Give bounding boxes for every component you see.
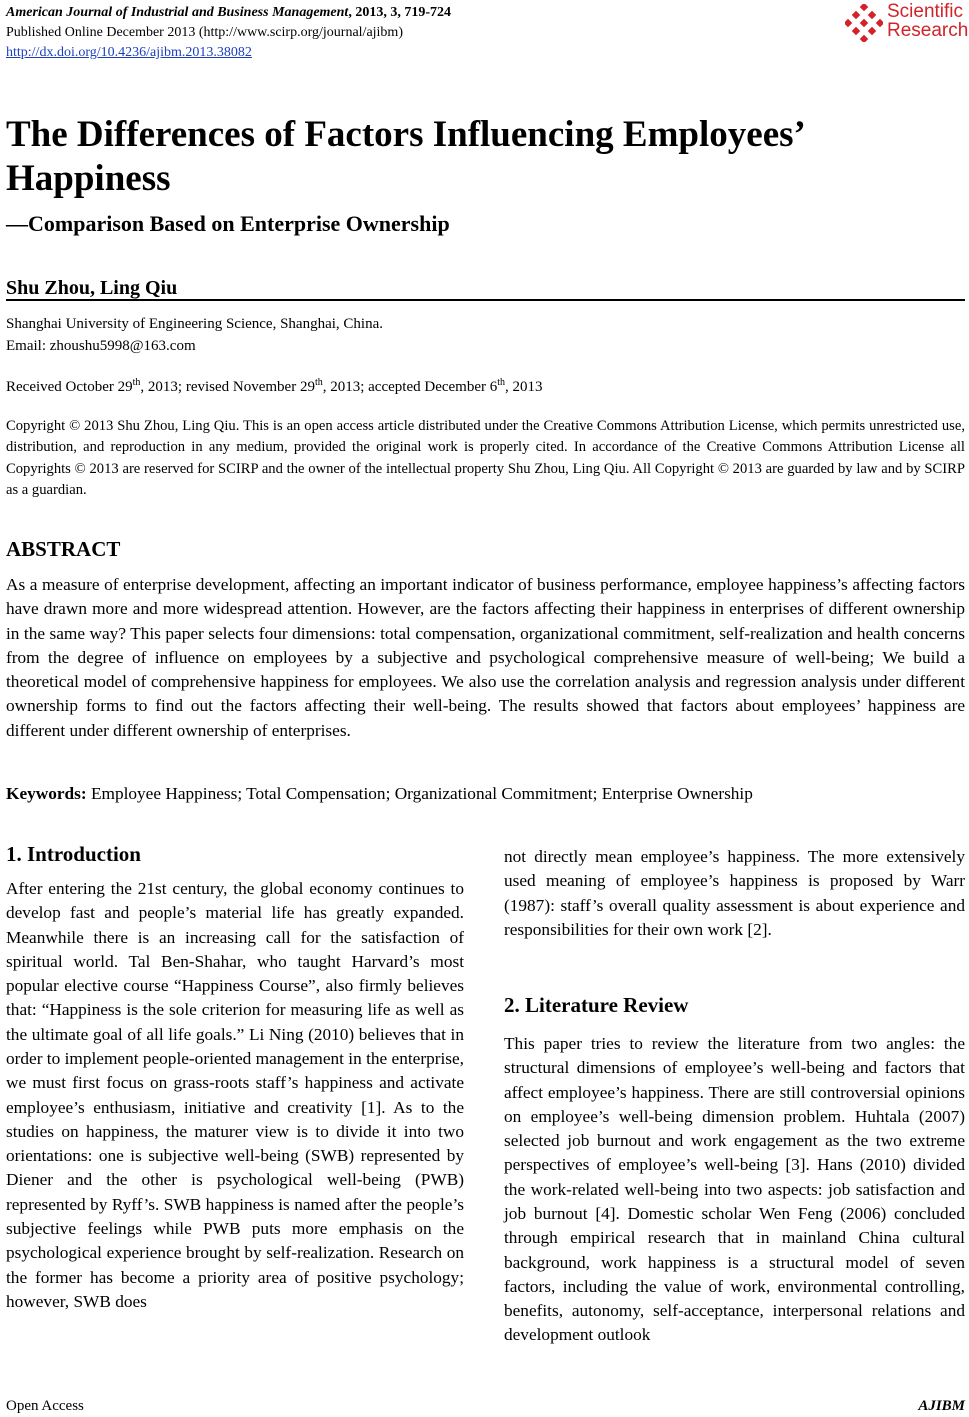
copyright-notice: Copyright © 2013 Shu Zhou, Ling Qiu. This is an open access article distributed under the Creative Commons Attribution License, which permits unrestricted use, distribution, and reproduction in any medium, provided the original work is properly cited. In accordance of the Creative Commons Attribution License all Copyrights © 2013 are reserved for SCIRP and the owner of the intellectual property Shu Zhou, Ling Qiu. All Copyright © 2013 are guarded by law and by SCIRP as a guardian.	[6, 418, 965, 498]
journal-citation	[6, 3, 451, 23]
doi-link[interactable]: http://dx.doi.org/10.4236/ajibm.2013.38082	[6, 45, 252, 60]
scirp-logo-mark-icon	[845, 4, 883, 42]
journal-name: American Journal of Industrial and Business Management	[6, 5, 349, 20]
paper-subtitle: —Comparison Based on Enterprise Ownership	[6, 211, 450, 236]
scirp-logo	[845, 1, 969, 44]
author-list: Shu Zhou, Ling Qiu	[6, 277, 178, 299]
keywords	[6, 782, 753, 806]
header-divider	[6, 299, 965, 301]
logo-text-scientific: Scientific	[887, 1, 964, 22]
introduction-text: After entering the 21st century, the global economy continues to develop fast and people’s material life has greatly expanded. Meanwhile there is an increasing call for the satisfaction of spiritual world. Tal Ben-Shahar, who taught Harvard’s most popular elective course “Happiness Course”, also firmly believes that: “Happiness is the sole criterion for measuring life as well as the ultimate goal of all life goals.” Li Ning (2010) believes that in order to implement people-oriented management in the enterprise, we must first focus on grass-roots staff’s happiness and activate employee’s enthusiasm, initiative and creativity [1]. As to the studies on happiness, the maturer view is to divide it into two orientations: one is subjective well-being (SWB) represented by Diener and the other is psychological well-being (PWB) represented by Ryff’s. SWB happiness is named after the people’s subjective feelings while PWB puts more emphasis on the psychological experience brought by self-realization. Research on the former has become a priority area of positive psychology; however, SWB does	[6, 879, 464, 1311]
abstract-heading: ABSTRACT	[6, 537, 121, 561]
page-footer	[6, 1397, 965, 1415]
journal-volume: , 2013, 3, 719-724	[348, 5, 451, 20]
logo-text-research: Research	[887, 20, 969, 41]
affiliation-block	[6, 313, 383, 357]
introduction-text-continued: not directly mean employee’s happiness. The more extensively used meaning of employee’s happiness is proposed by Warr (1987): staff’s overall quality assessment is about experience and responsibilities for their own work [2].	[504, 847, 965, 939]
affiliation: Shanghai University of Engineering Science, Shanghai, China.	[6, 316, 383, 332]
footer-journal-abbrev: AJIBM	[918, 1398, 965, 1414]
received-dates: Received October 29th, 2013; revised November 29th, 2013; accepted December 6th, 2013	[6, 377, 543, 395]
abstract-text: As a measure of enterprise development, affecting an important indicator of business performance, employee happiness’s affecting factors have drawn more and more widespread attention. However, are the factors affecting their happiness in enterprises of different ownership in the same way? This paper selects four dimensions: total compensation, organizational commitment, self-realization and health concerns from the degree of influence on employees by a subjective and psychological comprehensive measure of well-being; We build a theoretical model of comprehensive happiness for employees. We also use the correlation analysis and regression analysis under different ownership forms to find out the factors affecting their well-being. The results showed that factors about employees’ happiness are different under different ownership of enterprises.	[6, 575, 965, 740]
keywords-label: Keywords:	[6, 784, 87, 803]
journal-header	[6, 3, 451, 63]
section-heading-literature-review: 2. Literature Review	[504, 993, 689, 1017]
section-heading-introduction: 1. Introduction	[6, 842, 141, 866]
paper-title: The Differences of Factors Influencing Employees’ Happiness	[6, 114, 804, 199]
literature-review-text: This paper tries to review the literature from two angles: the structural dimensions of employee’s well-being and factors that affect employee’s happiness. There are still controversial opinions on employee’s well-being dimension problem. Huhtala (2007) selected job burnout and work engagement as the two extreme perspectives of employee’s well-being [3]. Hans (2010) divided the work-related well-being into two aspects: job satisfaction and job burnout [4]. Domestic scholar Wen Feng (2006) concluded through empirical research that in mainland China cultural background, work happiness is a structural model of seven factors, including the value of work, environmental controlling, benefits, autonomy, self-acceptance, interpersonal relations and development outlook	[504, 1034, 965, 1345]
author-email: Email: zhoushu5998@163.com	[6, 338, 196, 354]
published-online: Published Online December 2013 (http://www.scirp.org/journal/ajibm)	[6, 25, 403, 40]
keywords-text: Employee Happiness; Total Compensation; Organizational Commitment; Enterprise Ownership	[86, 784, 753, 803]
footer-open-access: Open Access	[6, 1398, 84, 1414]
